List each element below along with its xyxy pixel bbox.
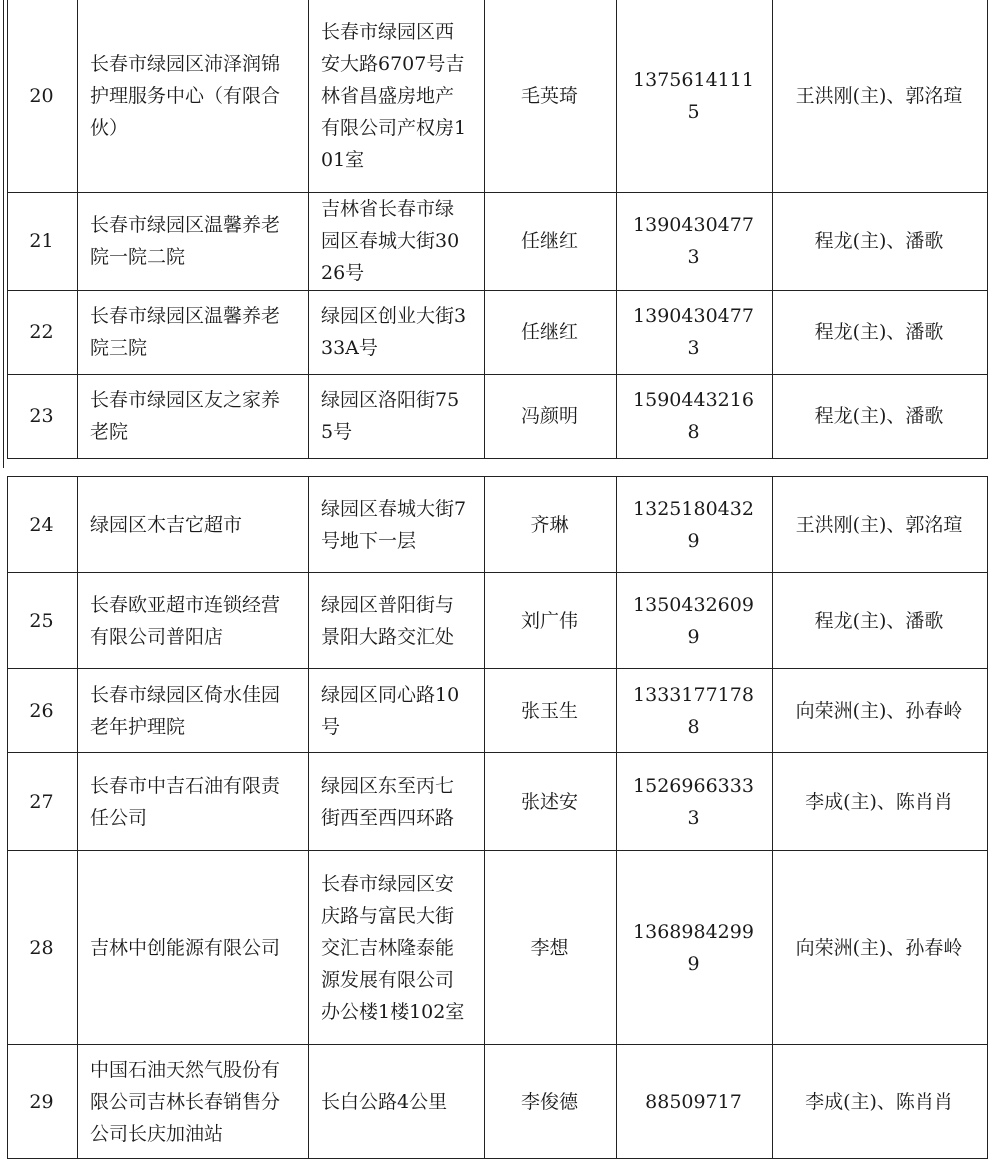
row-number: 28 (8, 851, 78, 1045)
contact-phone: 13251804329 (617, 477, 773, 573)
assigned-staff: 程龙(主)、潘歌 (773, 290, 988, 374)
contact-person: 李俊德 (485, 1045, 617, 1159)
facility-name: 长春市绿园区沛泽润锦护理服务中心（有限合伙） (78, 0, 309, 192)
row-number: 21 (8, 192, 78, 290)
facility-name: 长春欧亚超市连锁经营有限公司普阳店 (78, 573, 309, 669)
row-number: 23 (8, 374, 78, 458)
contact-person: 李想 (485, 851, 617, 1045)
facility-address: 长白公路4公里 (309, 1045, 485, 1159)
facility-address: 绿园区春城大街7号地下一层 (309, 477, 485, 573)
facility-name: 长春市绿园区倚水佳园老年护理院 (78, 669, 309, 753)
assigned-staff: 王洪刚(主)、郭洺瑄 (773, 0, 988, 192)
table-row (8, 192, 988, 290)
row-number: 26 (8, 669, 78, 753)
table-row (8, 851, 988, 1045)
row-number: 29 (8, 1045, 78, 1159)
row-number: 24 (8, 477, 78, 573)
facility-address: 绿园区创业大街333A号 (309, 290, 485, 374)
row-number: 20 (8, 0, 78, 192)
contact-phone: 13756141115 (617, 0, 773, 192)
facility-name: 长春市绿园区温馨养老院一院二院 (78, 192, 309, 290)
table-row (8, 669, 988, 753)
contact-phone: 13331771788 (617, 669, 773, 753)
table-row (8, 290, 988, 374)
contact-person: 任继红 (485, 290, 617, 374)
facility-table-part-1 (7, 0, 988, 459)
facility-address: 长春市绿园区西安大路6707号吉林省昌盛房地产有限公司产权房101室 (309, 0, 485, 192)
contact-phone: 13689842999 (617, 851, 773, 1045)
facility-address: 长春市绿园区安庆路与富民大街交汇吉林隆泰能源发展有限公司办公楼1楼102室 (309, 851, 485, 1045)
facility-address: 吉林省长春市绿园区春城大街3026号 (309, 192, 485, 290)
facility-name: 绿园区木吉它超市 (78, 477, 309, 573)
facility-name: 中国石油天然气股份有限公司吉林长春销售分公司长庆加油站 (78, 1045, 309, 1159)
table-row (8, 477, 988, 573)
contact-person: 刘广伟 (485, 573, 617, 669)
facility-address: 绿园区普阳街与景阳大路交汇处 (309, 573, 485, 669)
facility-name: 长春市中吉石油有限责任公司 (78, 753, 309, 851)
contact-phone: 88509717 (617, 1045, 773, 1159)
table-left-border (3, 0, 4, 468)
facility-name: 长春市绿园区友之家养老院 (78, 374, 309, 458)
row-number: 22 (8, 290, 78, 374)
contact-person: 冯颜明 (485, 374, 617, 458)
facility-address: 绿园区洛阳街755号 (309, 374, 485, 458)
facility-address: 绿园区同心路10号 (309, 669, 485, 753)
assigned-staff: 程龙(主)、潘歌 (773, 374, 988, 458)
facility-table-part-2 (7, 476, 988, 1159)
assigned-staff: 向荣洲(主)、孙春岭 (773, 851, 988, 1045)
table-row (8, 753, 988, 851)
contact-phone: 15904432168 (617, 374, 773, 458)
contact-person: 张玉生 (485, 669, 617, 753)
contact-person: 任继红 (485, 192, 617, 290)
table-row (8, 1045, 988, 1159)
contact-person: 齐琳 (485, 477, 617, 573)
contact-phone: 13904304773 (617, 192, 773, 290)
facility-name: 长春市绿园区温馨养老院三院 (78, 290, 309, 374)
assigned-staff: 李成(主)、陈肖肖 (773, 753, 988, 851)
table-row (8, 573, 988, 669)
contact-phone: 15269663333 (617, 753, 773, 851)
contact-person: 张述安 (485, 753, 617, 851)
contact-phone: 13904304773 (617, 290, 773, 374)
contact-phone: 13504326099 (617, 573, 773, 669)
facility-address: 绿园区东至丙七街西至西四环路 (309, 753, 485, 851)
assigned-staff: 程龙(主)、潘歌 (773, 573, 988, 669)
table-row (8, 0, 988, 192)
contact-person: 毛英琦 (485, 0, 617, 192)
table-row (8, 374, 988, 458)
assigned-staff: 李成(主)、陈肖肖 (773, 1045, 988, 1159)
row-number: 25 (8, 573, 78, 669)
assigned-staff: 向荣洲(主)、孙春岭 (773, 669, 988, 753)
assigned-staff: 王洪刚(主)、郭洺瑄 (773, 477, 988, 573)
row-number: 27 (8, 753, 78, 851)
facility-name: 吉林中创能源有限公司 (78, 851, 309, 1045)
assigned-staff: 程龙(主)、潘歌 (773, 192, 988, 290)
